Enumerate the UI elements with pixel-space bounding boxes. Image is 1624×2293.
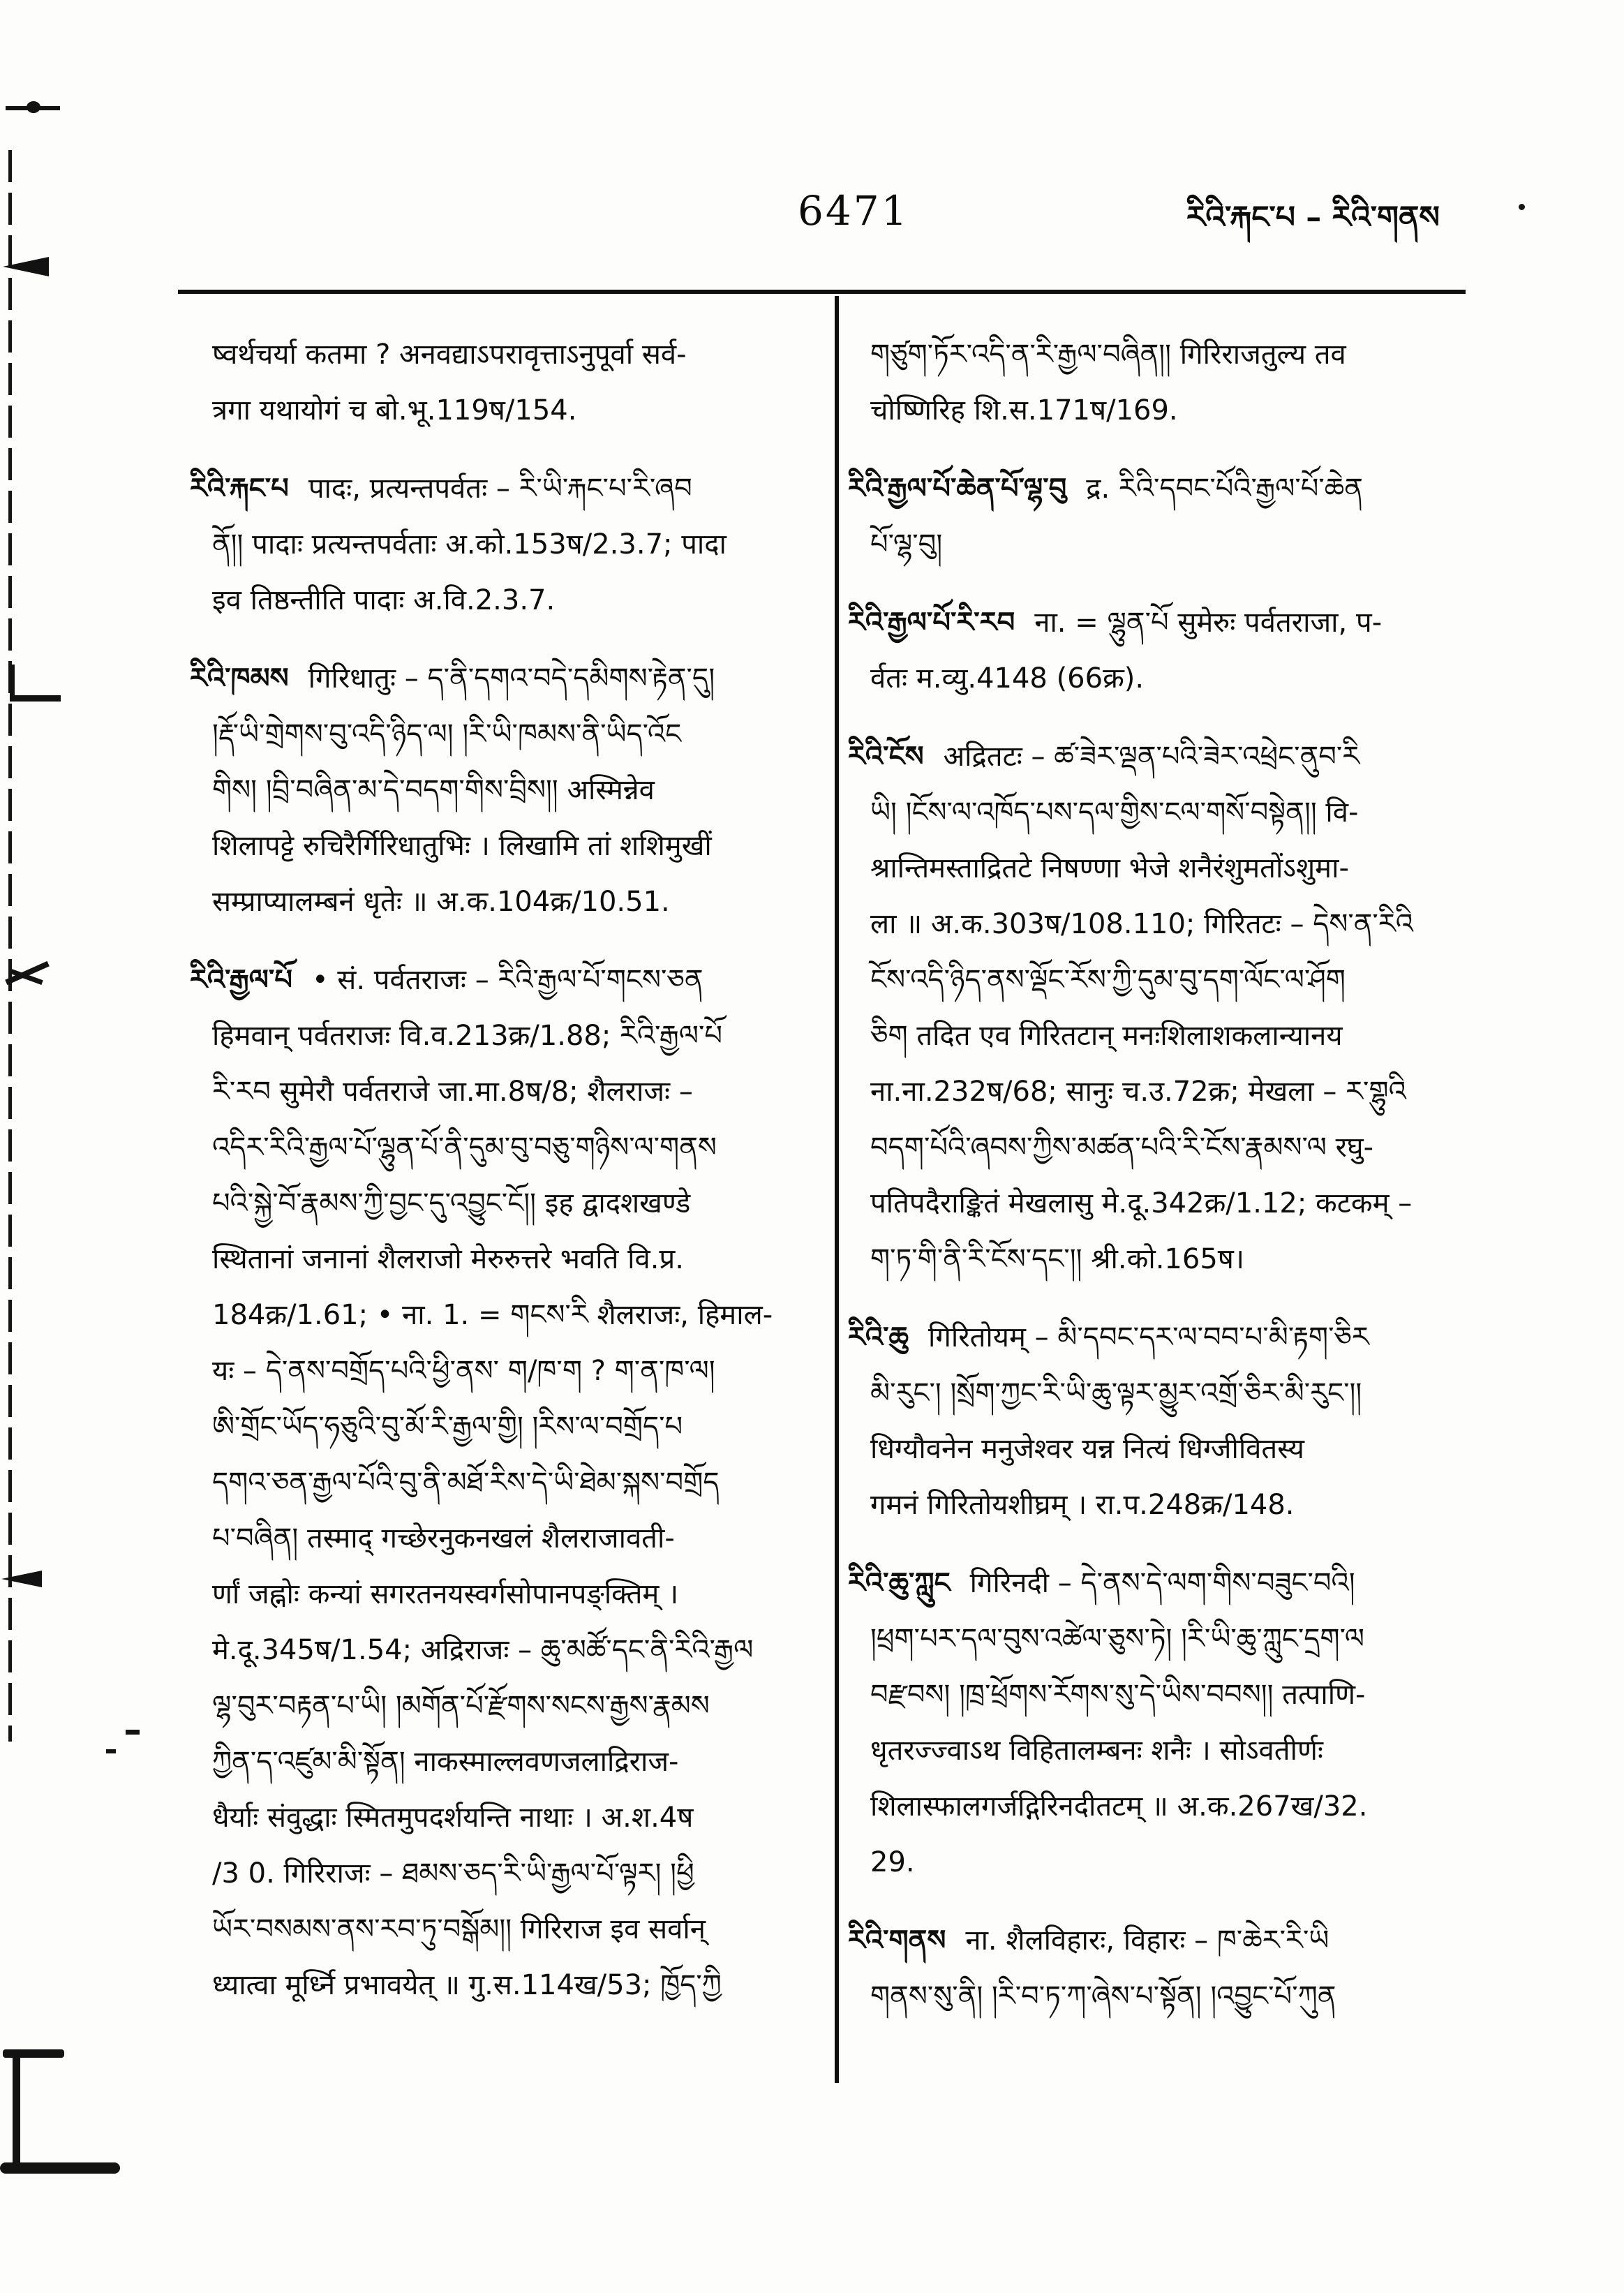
- text-line: ष्वर्थचर्या कतमा ? अनवद्याऽपरावृत्ताऽनुपूर्वा सर्व-: [212, 339, 687, 371]
- entry-first-line: རིའི་ཆུ गिरितोयम् – མི་དབང་དར་ལ་བབ་པ་མི་རྟག་ཅིར: [848, 1321, 1369, 1353]
- entry-headword: རིའི་ངོས: [848, 741, 924, 773]
- page-number: 6471: [798, 187, 909, 235]
- text-line: །ཕྲག་པར་དལ་བུས་འཚེལ་ཅུས་ཏེ། །རི་ཡི་ཆུ་ཀླུང་དྲག་ལ: [870, 1623, 1365, 1655]
- text-line: गमनं गिरितोयशीघ्रम् । रा.प.248क्र/148.: [870, 1489, 1295, 1521]
- text-line: ला ॥ अ.क.303ष/108.110; गिरितटः – དེས་ན་རིའི: [870, 908, 1413, 940]
- entry-first-line: རིའི་རྐང་པ पादः, प्रत्यन्तपर्वतः – རི་ཡི་རྐང་པ་རི་ཞབ: [190, 473, 692, 505]
- text-line: གཙུག་ཏོར་འདི་ན་རི་རྒྱལ་བཞིན།། गिरिराजतुल्य तव: [870, 339, 1346, 371]
- entry-headword: རིའི་རྒྱལ་པོ: [190, 964, 292, 996]
- text-line: चोष्णिरिह शि.स.171ष/169.: [870, 394, 1178, 426]
- scan-artifact-arrow: [1, 1571, 42, 1587]
- entry-first-line: རིའི་ངོས अद्रितटः – ཚ་ཟེར་ལྡན་པའི་ཟེར་འཕྲེང་ནུབ་རི: [848, 741, 1360, 773]
- text-line: ག་ཏ་གི་ནི་རི་ངོས་དང་།། श्री.को.165ष।: [870, 1243, 1245, 1275]
- scan-artifact-dot: [27, 101, 40, 113]
- text-line: ལྷ་བུར་བརྟན་པ་ཡི། །མགོན་པོ་རྫོགས་སངས་རྒྱས་རྣམས: [212, 1690, 710, 1722]
- scan-artifact-dash: [106, 1749, 116, 1753]
- text-line: धैर्याः संवुद्धाः स्मितमुपदर्शयन्ति नाथाः । अ.श.4ष: [212, 1802, 694, 1834]
- text-line: धिग्यौवनेन मनुजेश्वर यन्न नित्यं धिग्जीवितस्य: [870, 1433, 1304, 1465]
- scan-artifact-arrow: [3, 257, 49, 276]
- text-line: ཀྱིན་ད་འཛུམ་མི་སྟོན། नाकस्माल्लवणजलाद्रिराज-: [212, 1746, 679, 1778]
- ink-dot-artifact: [1519, 204, 1525, 210]
- text-line: सम्प्राप्यालम्बनं धृतेः ॥ अ.क.104क्र/10.51.: [212, 886, 670, 918]
- entry-first-line: རིའི་ཁམས गिरिधातुः – ད་ནི་དགའ་བདེ་དམིགས་རྟེན་དུ།: [190, 662, 715, 695]
- text-line: མི་རུང་། །སྲོག་ཀྱང་རི་ཡི་ཆུ་ལྟར་མྱུར་འགྲོ་ཅིར་མི་རུང་།།: [870, 1377, 1362, 1409]
- text-line: ध्यात्वा मूर्ध्नि प्रभावयेत् ॥ गु.स.114ख/53; ཁྱོད་ཀྱི: [212, 1969, 722, 2001]
- text-line: རི་རབ सुमेरौ पर्वतराजे जा.मा.8ष/8; शैलराजः –: [212, 1076, 693, 1108]
- text-line: र्णां जह्नोः कन्यां सगरतनयस्वर्गसोपानपङ्क्तिम् ।: [212, 1578, 679, 1610]
- text-line: पतिपदैराङ्कितं मेखलासु मे.दू.342क्र/1.12; कटकम् –: [870, 1187, 1413, 1219]
- text-line: པའི་སྐྱེ་བོ་རྣམས་ཀྱི་བྱང་དུ་འབྱུང་ངོ།། इह द्वादशखण्डे: [212, 1187, 691, 1219]
- text-line: श्रान्तिमस्ताद्रितटे निषण्णा भेजे शनैरंशुमतोंऽशुमा-: [870, 852, 1349, 884]
- text-line: ངོས་འདི་ཉིད་ནས་ལྡོང་རོས་ཀྱི་དུམ་བུ་དག་ལོང་ལ་ཤོག: [870, 964, 1346, 996]
- entry-headword: རིའི་གནས: [848, 1924, 946, 1957]
- entry-headword: རིའི་ཁམས: [190, 662, 289, 695]
- scan-artifact-pencil-mark: [13, 2052, 20, 2169]
- entry-headword: རིའི་རྒྱལ་པོ་ཆེན་པོ་ལྷ་བུ: [848, 473, 1067, 505]
- left-text-column: [190, 327, 821, 2037]
- header-rule: [178, 290, 1466, 294]
- running-header-entry-range: རིའི་རྐང་པ – རིའི་གནས: [1186, 200, 1440, 235]
- text-line: ना.ना.232ष/68; सानुः च.उ.72क्र; मेखला – ར་གྷུའི: [870, 1076, 1406, 1108]
- scan-artifact-pencil-mark: [0, 2162, 120, 2174]
- entry-headword: རིའི་རྒྱལ་པོ་རི་རབ: [848, 607, 1015, 639]
- text-line: हिमवान् पर्वतराजः वि.व.213क्र/1.88; རིའི་རྒྱལ་པོ: [212, 1020, 723, 1052]
- text-line: པོ་ལྷ་བུ།: [870, 528, 943, 561]
- text-line: བརྫབས། །ཁྲ་ཕྲོགས་རོགས་སུ་དེ་ཡིས་བབས།། तत्पाणि-: [870, 1679, 1366, 1711]
- text-line: धृतरज्ज्वाऽथ विहितालम्बनः शनैः । सोऽवतीर्णः: [870, 1735, 1323, 1767]
- text-line: त्रगा यथायोगं च बो.भू.119ष/154.: [212, 394, 577, 426]
- text-line: र्वतः म.व्यु.4148 (66क्र).: [870, 662, 1145, 695]
- entry-headword: རིའི་རྐང་པ: [190, 473, 289, 505]
- text-line: འདིར་རིའི་རྒྱལ་པོ་ལྷུན་པོ་ནི་དུམ་བུ་བཅུ་གཉིས་ལ་གནས: [212, 1131, 717, 1164]
- text-line: /3 0. गिरिराजः – ཐམས་ཅད་རི་ཡི་རྒྱལ་པོ་ལྟར། །ཕྱི: [212, 1857, 694, 1890]
- text-line: གིས། །བྲི་བཞིན་མ་དེ་བདག་གིས་བྲིས།། अस्मिन्नेव: [212, 774, 655, 806]
- entry-first-line: རིའི་ཆུ་ཀླུང गिरिनदी – དེ་ནས་དེ་ལག་གིས་བཟུང་བའི།: [848, 1567, 1355, 1599]
- text-line: शिलास्फालगर्जद्गिरिनदीतटम् ॥ अ.क.267ख/32.: [870, 1790, 1368, 1823]
- right-text-column: [848, 327, 1473, 2051]
- text-line: 29.: [870, 1846, 915, 1878]
- column-divider-rule: [835, 296, 839, 2083]
- entry-headword: རིའི་ཆུ་ཀླུང: [848, 1567, 951, 1599]
- text-line: ཡོར་བསམས་ནས་རབ་ཏུ་བསྒོམ།། गिरिराज इव सर्वान्: [212, 1913, 706, 1945]
- text-line: इव तिष्ठन्तीति पादाः अ.वि.2.3.7.: [212, 584, 556, 616]
- text-line: 184क्र/1.61; • ना. 1. = གངས་རི शैलराजः, हिमाल-: [212, 1299, 773, 1331]
- entry-headword: རིའི་ཆུ: [848, 1321, 909, 1353]
- text-line: शिलापट्टे रुचिरैर्गिरिधातुभिः । लिखामि तां शशिमुखीं: [212, 830, 712, 862]
- text-line: གནས་སུ་ནི། །རི་བ་ཏ་ཀ་ཞེས་པ་སྟོན། །འབྱུང་པོ་ཀུན: [870, 1980, 1336, 2012]
- text-line: དགའ་ཅན་རྒྱལ་པོའི་བུ་ནི་མཐོ་རིས་དེ་ཡི་ཐེམ་སྐས་བགྲོད: [212, 1467, 720, 1499]
- entry-first-line: རིའི་རྒྱལ་པོ་ཆེན་པོ་ལྷ་བུ द्र. རིའི་དབང་པོའི་རྒྱལ་པོ་ཆེན: [848, 473, 1363, 505]
- text-line: ཅིག तदित एव गिरितटान् मनःशिलाशकलान्यानय: [870, 1020, 1343, 1052]
- text-line: ནོ།། पादाः प्रत्यन्तपर्वताः अ.को.153ष/2.3.7; पादा: [212, 528, 727, 561]
- text-line: स्थितानां जनानां शैलराजो मेरुरुत्तरे भवति वि.प्र.: [212, 1243, 684, 1275]
- entry-first-line: རིའི་གནས ना. शैलविहारः, विहारः – ཁ་ཆེར་རི་ཡི: [848, 1924, 1329, 1957]
- text-line: ཡི། །ངོས་ལ་འཁོད་པས་དལ་གྱིས་ངལ་གསོ་བསྟེན།། वि-: [870, 796, 1359, 829]
- text-line: བདག་པོའི་ཞབས་ཀྱིས་མཚན་པའི་རི་ངོས་རྣམས་ལ रघु-: [870, 1131, 1374, 1164]
- scan-artifact-dash: [126, 1730, 140, 1735]
- entry-first-line: རིའི་རྒྱལ་པོ • सं. पर्वतराजः – རིའི་རྒྱལ་པོ་གངས་ཅན: [190, 964, 703, 996]
- text-line: པ་བཞིན། तस्माद् गच्छेरनुकनखलं शैलराजावती-: [212, 1522, 675, 1554]
- text-line: यः – དེ་ནས་བགྲོད་པའི་ཕྱི་ནས་ ག/ཁ་ག ? ག་ན་ཁ་ལ།: [212, 1355, 715, 1387]
- scan-artifact-margin-line: [8, 150, 12, 1742]
- entry-first-line: རིའི་རྒྱལ་པོ་རི་རབ ना. = ལྷུན་པོ सुमेरुः पर्वतराजा, प-: [848, 607, 1383, 639]
- text-line: ཨི་གྲོང་ཡོད་ཧཅུའི་བུ་མོ་རི་རྒྱལ་གྱི། །རིས་ལ་བགྲོད་པ: [212, 1411, 683, 1443]
- scan-artifact-hook: [10, 665, 61, 702]
- text-line: मे.दू.345ष/1.54; अद्रिराजः – ཆུ་མཚོ་དང་ནི་རིའི་རྒྱལ: [212, 1634, 754, 1666]
- text-line: །རྡོ་ཡི་གྲེགས་བུ་འདི་ཉིད་ལ། །རི་ཡི་ཁམས་ནི་ཡིད་འོང: [212, 718, 682, 750]
